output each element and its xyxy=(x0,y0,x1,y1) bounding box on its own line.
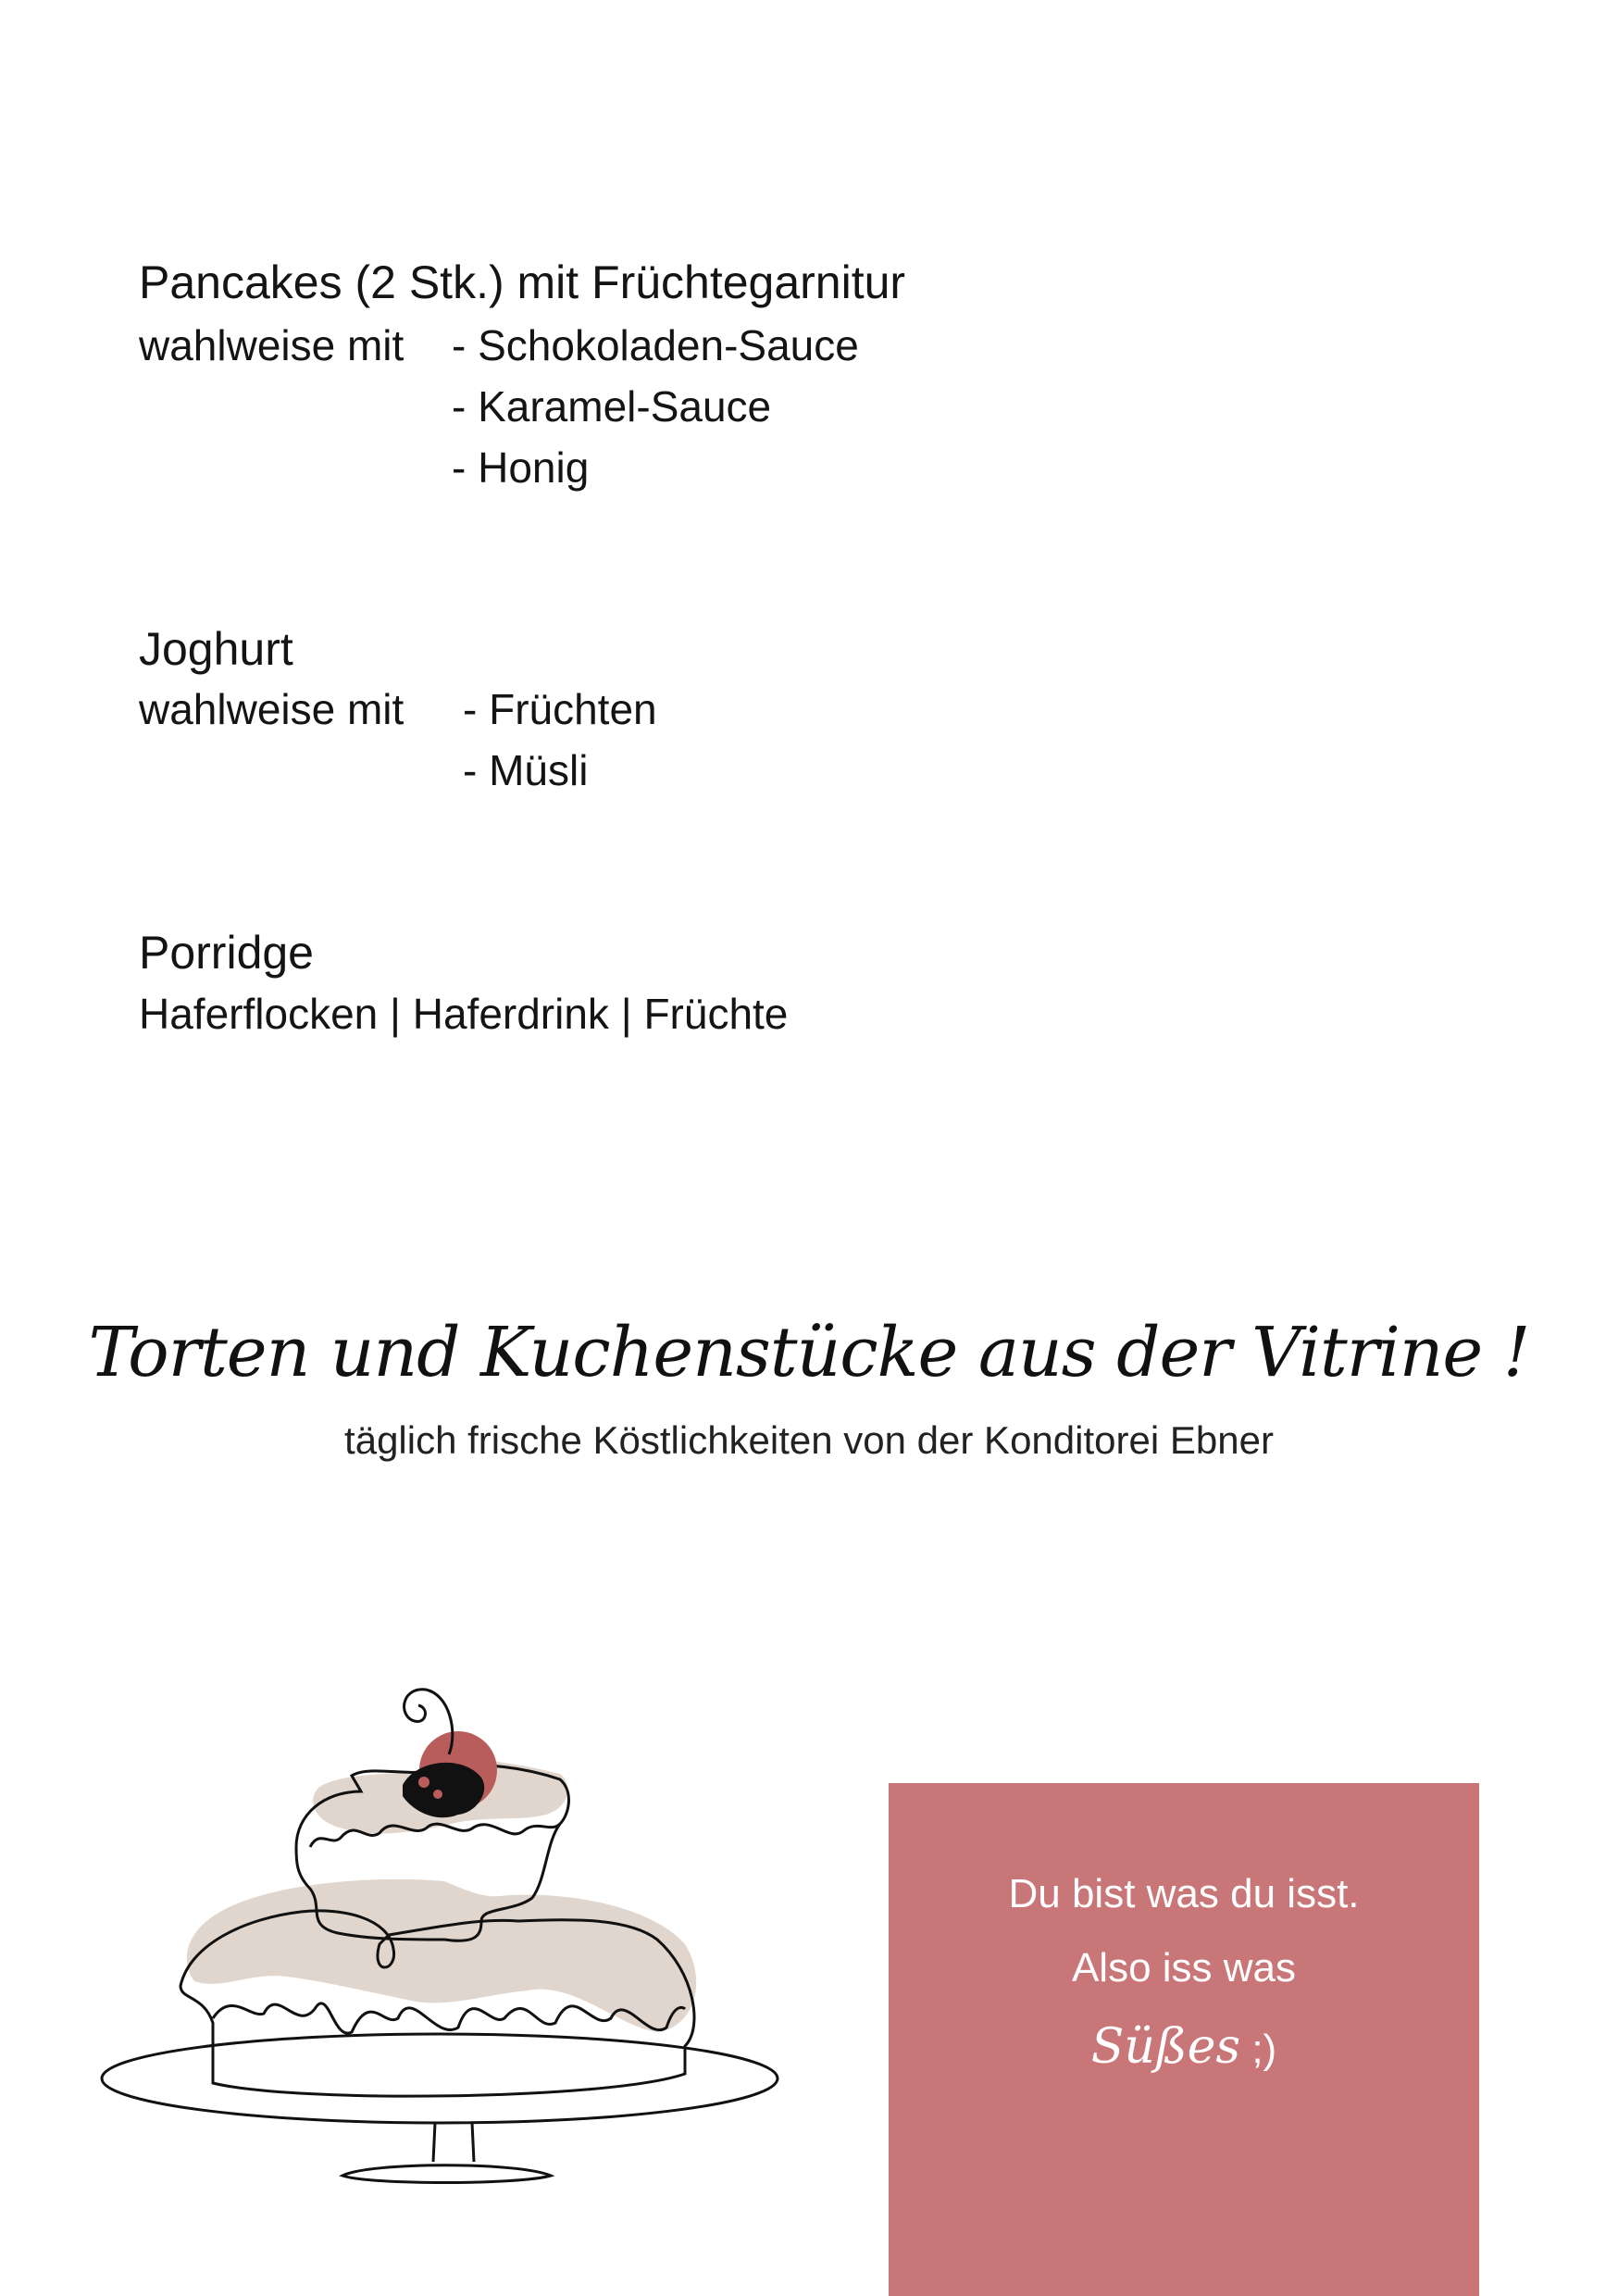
item-title: Porridge xyxy=(139,927,314,979)
quote-line-1: Du bist was du isst. xyxy=(1008,1871,1360,1916)
item-description: Haferflocken | Haferdrink | Früchte xyxy=(139,990,789,1038)
quote-line-3 xyxy=(889,2019,1479,2075)
option-item: - Schokoladen-Sauce xyxy=(452,321,859,369)
cake-plate xyxy=(102,2034,778,2123)
cherry-highlight xyxy=(418,1777,429,1788)
cherry-highlight xyxy=(433,1790,442,1799)
cake-stand xyxy=(342,2123,551,2183)
quote-script-word: Süßes xyxy=(1090,2019,1241,2075)
option-item: - Müsli xyxy=(463,746,589,794)
option-item: - Honig xyxy=(452,443,590,492)
option-prefix: wahlweise mit xyxy=(139,321,404,369)
item-title: Joghurt xyxy=(139,623,293,675)
quote-box xyxy=(889,1783,1479,2296)
cake-illustration xyxy=(93,1676,787,2194)
quote-emoticon: ;) xyxy=(1251,2027,1277,2072)
item-title: Pancakes (2 Stk.) mit Früchtegarnitur xyxy=(139,256,906,308)
option-item: - Karamel-Sauce xyxy=(452,382,772,430)
option-item: - Früchten xyxy=(463,685,657,733)
vitrine-subline: täglich frische Köstlichkeiten von der Konditorei Ebner xyxy=(344,1418,1274,1462)
quote-line-2: Also iss was xyxy=(1071,1945,1297,1990)
vitrine-heading: Torten und Kuchenstücke aus der Vitrine ! xyxy=(88,1313,1530,1392)
option-prefix: wahlweise mit xyxy=(139,685,404,733)
